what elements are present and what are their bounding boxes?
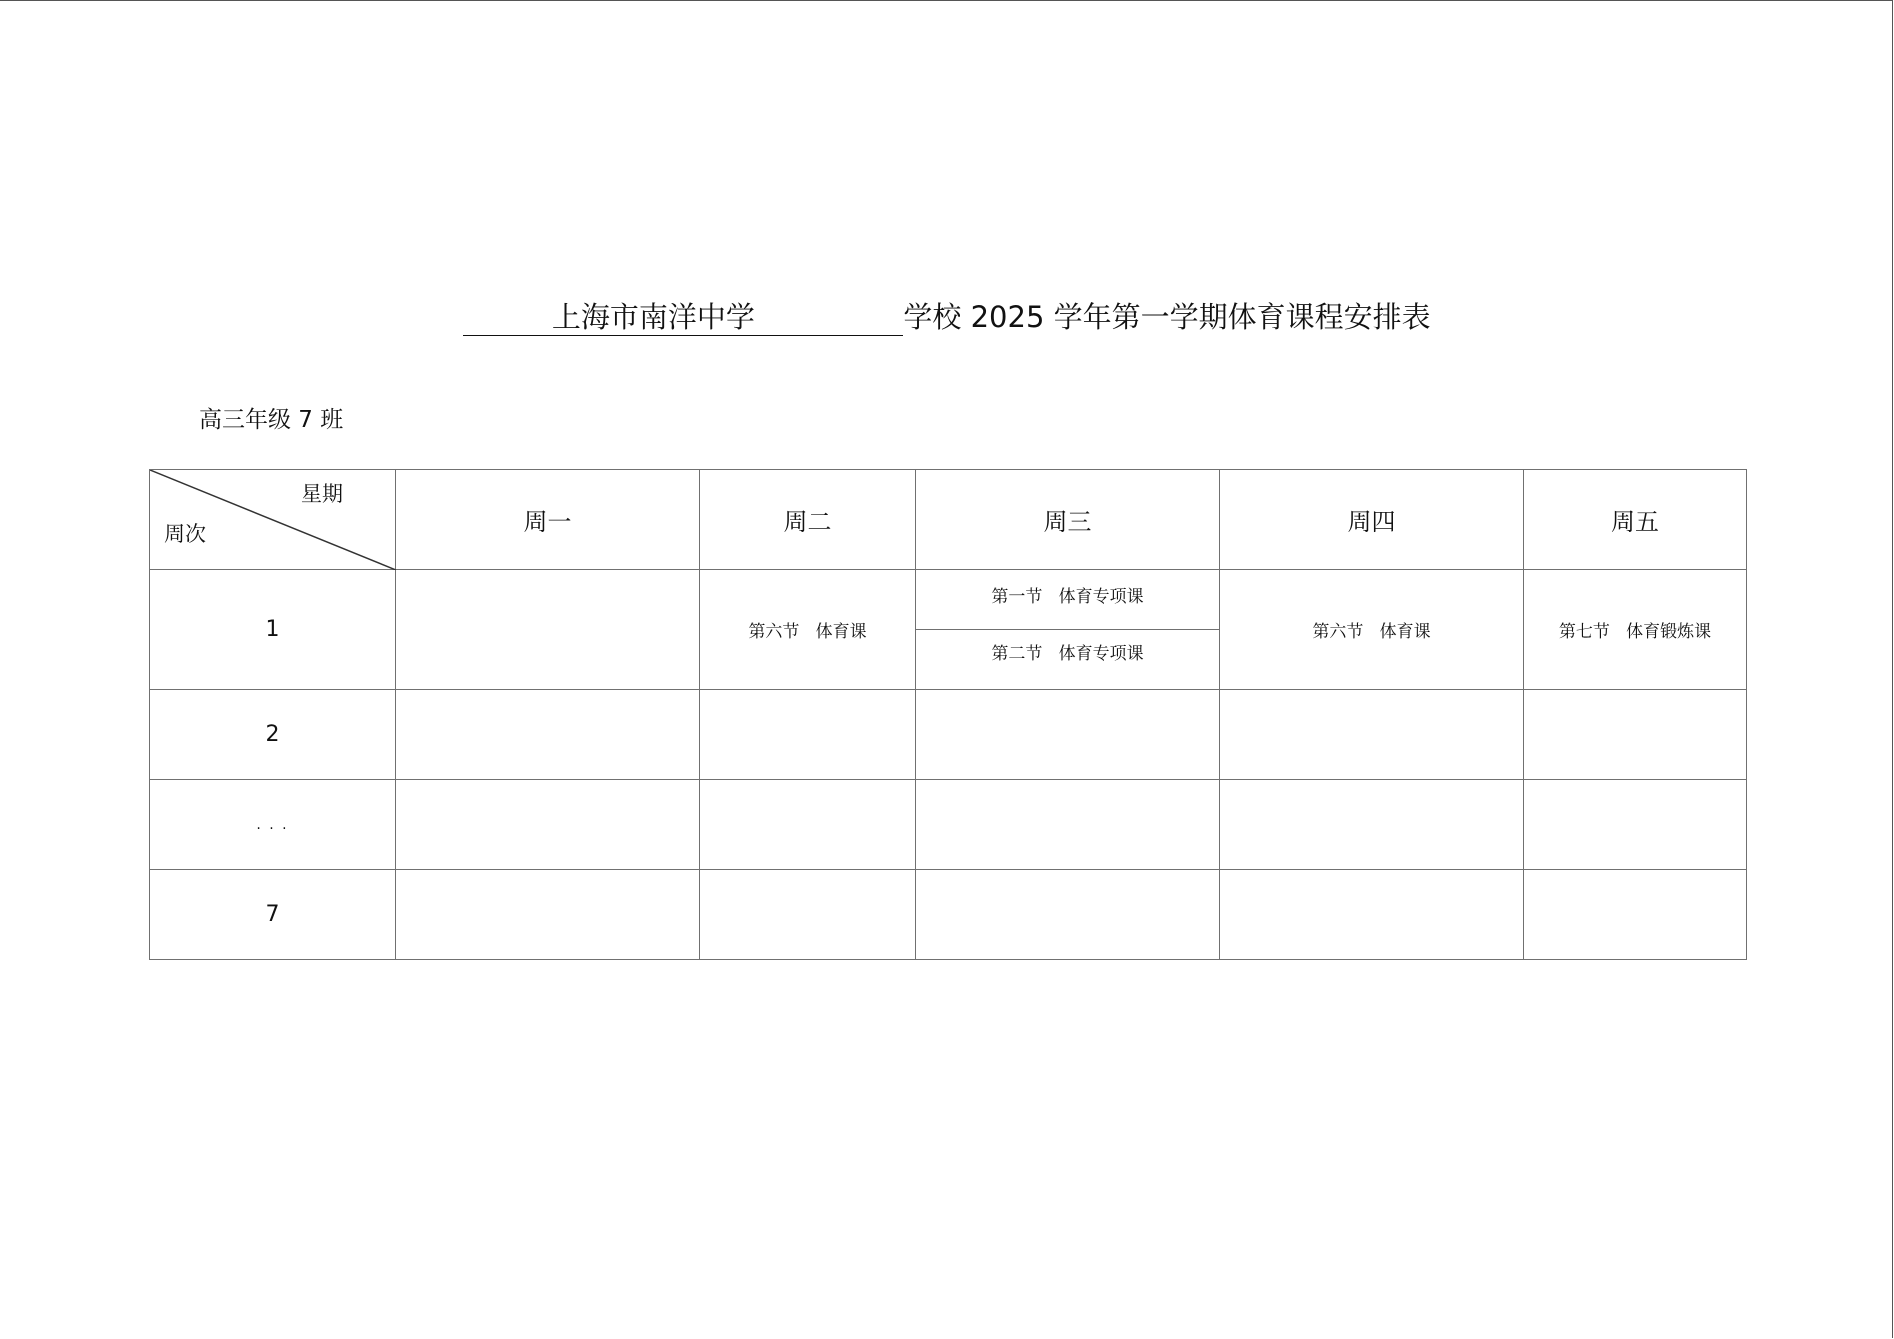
schedule-cell-tue: 第六节 体育课 [700, 570, 916, 690]
schedule-cell-tue [700, 690, 916, 780]
schedule-cell-tue [700, 870, 916, 960]
week-number-cell: . . . [150, 780, 396, 870]
corner-label-week: 周次 [164, 522, 206, 546]
table-row [150, 690, 1747, 780]
day-header-thu: 周四 [1220, 470, 1524, 570]
schedule-cell-thu [1220, 870, 1524, 960]
header-row [150, 470, 1747, 570]
day-header-fri: 周五 [1524, 470, 1747, 570]
schedule-cell-fri [1524, 780, 1747, 870]
day-header-tue: 周二 [700, 470, 916, 570]
table-row [150, 870, 1747, 960]
schedule-cell-thu [1220, 780, 1524, 870]
schedule-cell-wed [916, 690, 1220, 780]
class-label: 高三年级 7 班 [199, 407, 344, 433]
schedule-cell-fri: 第七节 体育锻炼课 [1524, 570, 1747, 690]
schedule-cell-tue [700, 780, 916, 870]
schedule-cell-wed [916, 780, 1220, 870]
week-number-cell: 7 [150, 870, 396, 960]
week-number-cell: 2 [150, 690, 396, 780]
schedule-cell-mon [396, 870, 700, 960]
document-title [0, 297, 1894, 337]
school-name-blank: 上海市南洋中学 [463, 299, 903, 336]
table-row [150, 780, 1747, 870]
table-row [150, 570, 1747, 690]
schedule-cell-mon [396, 690, 700, 780]
schedule-cell-mon [396, 780, 700, 870]
day-header-mon: 周一 [396, 470, 700, 570]
title-suffix: 学校 2025 学年第一学期体育课程安排表 [903, 300, 1431, 334]
corner-label-weekday: 星期 [301, 482, 343, 506]
schedule-cell-fri [1524, 690, 1747, 780]
day-header-wed: 周三 [916, 470, 1220, 570]
schedule-cell-mon [396, 570, 700, 690]
schedule-cell-fri [1524, 870, 1747, 960]
schedule-cell-wed [916, 570, 1220, 690]
corner-header-cell [150, 470, 396, 570]
pe-schedule-table [149, 469, 1747, 960]
schedule-cell-thu [1220, 690, 1524, 780]
week-number-cell: 1 [150, 570, 396, 690]
schedule-cell-thu: 第六节 体育课 [1220, 570, 1524, 690]
schedule-entry-wed-first: 第一节 体育专项课 [916, 571, 1219, 630]
schedule-entry-wed-second: 第二节 体育专项课 [991, 643, 1144, 664]
schedule-cell-wed [916, 870, 1220, 960]
